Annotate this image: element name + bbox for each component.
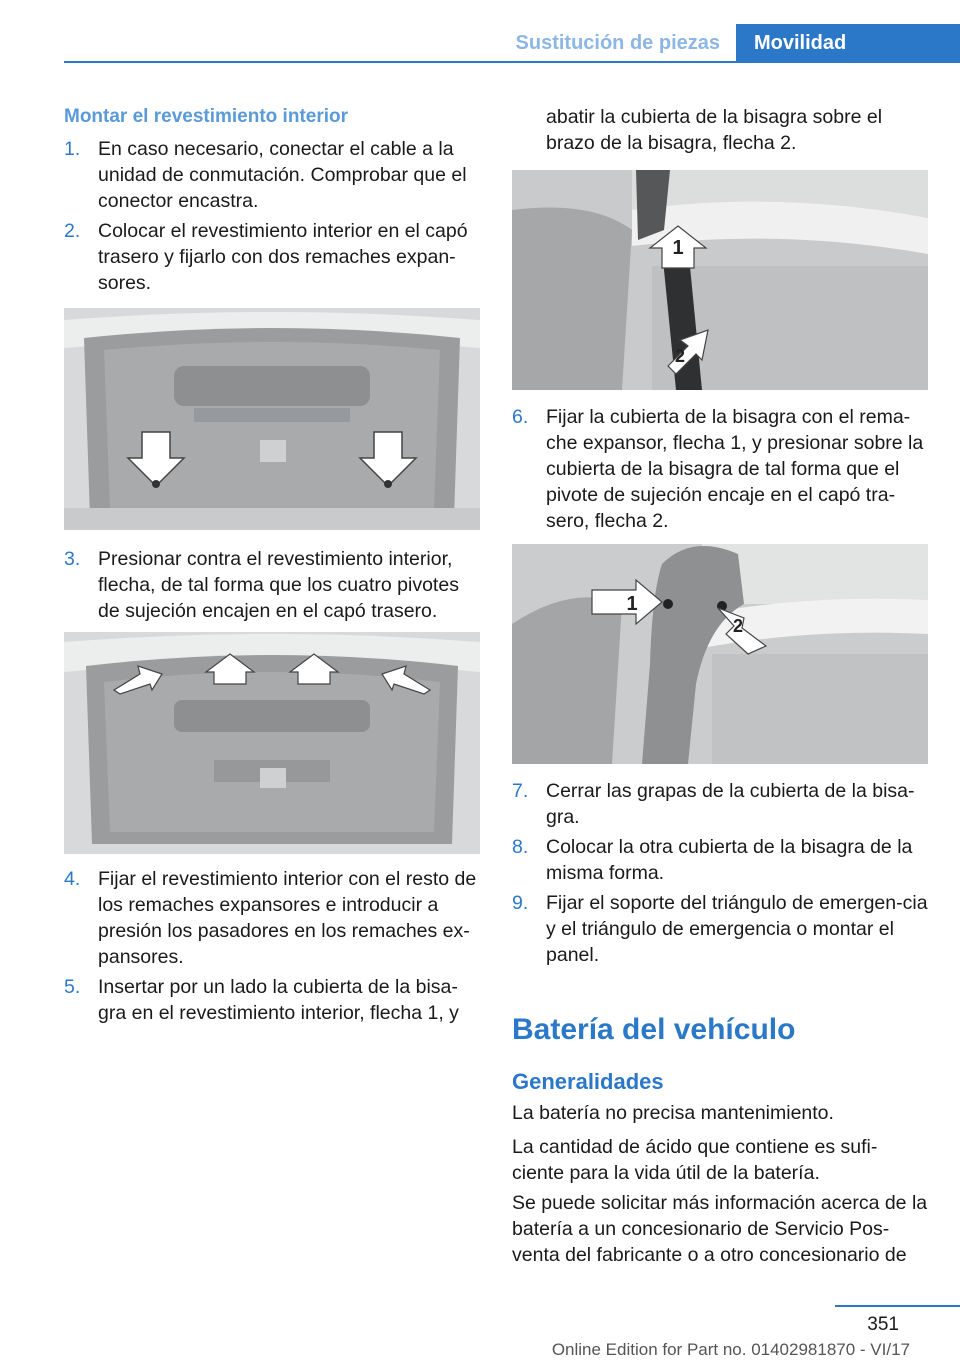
header-rule [64,61,960,63]
figure-hinge-cover-arrows [512,170,928,390]
step-8 [512,834,928,886]
step-text: Colocar el revestimiento interior en el capó trasero y fijarlo con dos remaches expan‐sores. [98,220,468,294]
figure-trunk-trim-up-arrows [64,632,480,854]
step-number: 9. [512,892,529,914]
step-text: Insertar por un lado la cubierta de la bisa‐gra en el revestimiento interior, flecha 1, y [98,976,459,1024]
svg-text:2: 2 [732,616,744,636]
step-text: Presionar contra el revestimiento interior, flecha, de tal forma que los cuatro pivotes de sujeción encajen en el capó trasero. [98,548,459,622]
paragraph-acid: La cantidad de ácido que contiene es sufi‐ciente para la vida útil de la batería. [512,1136,878,1184]
step-text: Colocar la otra cubierta de la bisagra de la misma forma. [546,836,913,884]
step-text: Cerrar las grapas de la cubierta de la bisa‐gra. [546,780,915,828]
paragraph-maintenance: La batería no precisa mantenimiento. [512,1102,834,1124]
step-number: 1. [64,138,81,160]
step-text: Fijar la cubierta de la bisagra con el rema‐che expansor, flecha 1, y presionar sobre la cubierta de la bisagra de tal forma que el pivote de sujeción encaje en el capó tra‐sero, flecha 2. [546,406,924,532]
step-7 [512,778,928,830]
svg-text:1: 1 [626,593,638,615]
section-title-battery: Batería del vehículo [512,1013,796,1046]
step-number: 2. [64,220,81,242]
step-6 [512,404,928,534]
step-3 [64,546,480,624]
step-9 [512,890,928,968]
step-1 [64,136,480,214]
step-number: 7. [512,780,529,802]
step-number: 3. [64,548,81,570]
step-5 [64,974,480,1026]
step-2 [64,218,480,296]
step-number: 8. [512,836,529,858]
figure-hinge-rivet-arrows [512,544,928,764]
step-5-continuation: abatir la cubierta de la bisagra sobre el brazo de la bisagra, flecha 2. [546,106,883,154]
svg-text:2: 2 [674,346,686,366]
page-number: 351 [867,1314,899,1335]
footer-rule [835,1305,960,1307]
figure-trunk-trim-down-arrows [64,308,480,530]
step-text: En caso necesario, conectar el cable a la unidad de conmutación. Comprobar que el conector encastra. [98,138,467,212]
step-number: 5. [64,976,81,998]
header-section-title: Sustitución de piezas [515,32,720,54]
step-4 [64,866,480,970]
step-text: Fijar el soporte del triángulo de emergen‐cia y el triángulo de emergencia o montar el panel. [546,892,928,966]
subsection-title-general: Generalidades [512,1069,664,1094]
step-number: 4. [64,868,81,890]
step-text: Fijar el revestimiento interior con el resto de los remaches expansores e introducir a presión los pasadores en los remaches ex‐pansores. [98,868,477,968]
svg-text:1: 1 [672,237,684,259]
step-number: 6. [512,406,529,428]
paragraph-more-info: Se puede solicitar más información acerca de la batería a un concesionario de Servicio Pos‐venta del fabricante o a otro concesionario de [512,1192,928,1266]
header-chapter-tab: Movilidad [736,24,960,62]
subheading-mount-trim: Montar el revestimiento interior [64,106,349,127]
footer-edition: Online Edition for Part no. 01402981870 - VI/17 [551,1340,910,1359]
